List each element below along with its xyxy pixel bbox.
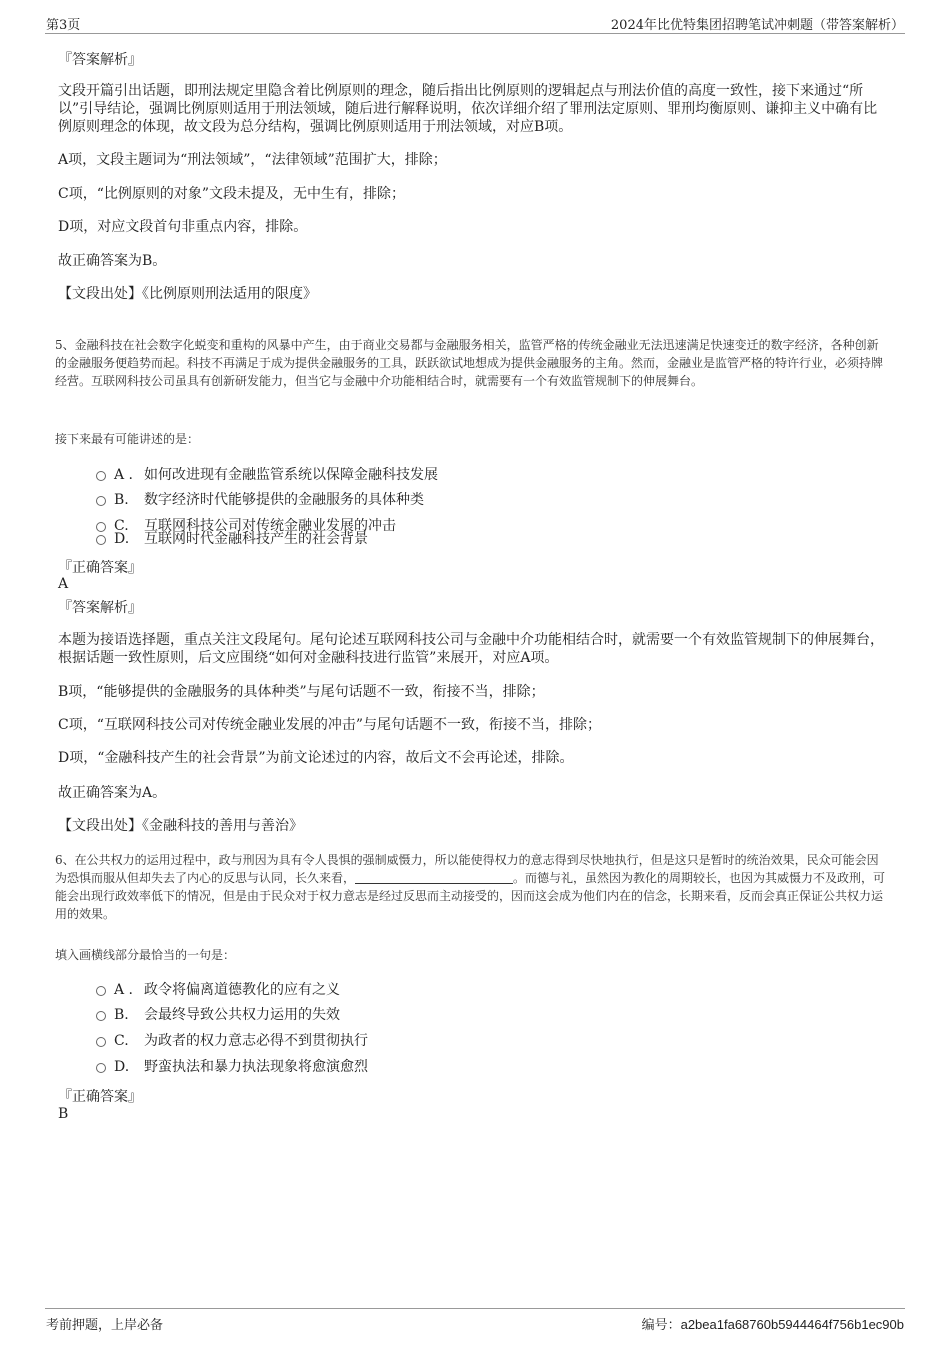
radio-icon[interactable] <box>96 1063 106 1073</box>
option-text: 野蛮执法和暴力执法现象将愈演愈烈 <box>144 1059 368 1075</box>
q6-prompt: 填入画横线部分最恰当的一句是： <box>55 948 236 962</box>
q5-stem: 5、金融科技在社会数字化蜕变和重构的风暴中产生，由于商业交易都与金融服务相关，监管严格的传统金融业无法迅速满足快速变迁的数字经济，各种创新的金融服务便趋势而起。科技不再满足于成为提供金融服务的工具，跃跃欲试地想成为提供金融服务的主角。然而，金融业是监管严格的特许行业，必须持牌经营。互联网科技公司虽具有创新研发能力，但当它与金融中介功能相结合时，就需要有一个有效监管规制下的伸展舞台。 <box>55 338 884 388</box>
radio-icon[interactable] <box>96 1011 106 1021</box>
option-letter: C. <box>114 518 129 534</box>
option-letter: A . <box>114 467 134 483</box>
option-text: 互联网时代金融科技产生的社会背景 <box>144 531 368 547</box>
fill-blank <box>355 871 513 884</box>
q4-conclusion: 故正确答案为B。 <box>58 253 167 269</box>
q6-answer-label: 『正确答案』 <box>58 1089 142 1105</box>
q6-option-c[interactable] <box>96 1032 368 1050</box>
footer-code <box>642 1314 904 1333</box>
q5-option-d[interactable] <box>96 530 368 548</box>
q4-analysis-option-a: A项，文段主题词为“刑法领域”，“法律领域”范围扩大，排除； <box>58 152 447 168</box>
q5-option-a[interactable] <box>96 466 438 484</box>
q4-source: 【文段出处】《比例原则刑法适用的限度》 <box>58 286 317 302</box>
footer-divider <box>45 1308 905 1309</box>
radio-icon[interactable] <box>96 535 106 545</box>
option-text: 政令将偏离道德教化的应有之义 <box>144 982 340 998</box>
page-number: 第3页 <box>46 18 81 33</box>
q5-analysis-option-d: D项，“金融科技产生的社会背景”为前文论述过的内容，故后文不会再论述，排除。 <box>58 750 574 766</box>
q5-answer: A <box>58 576 69 592</box>
q4-analysis-option-d: D项，对应文段首句非重点内容，排除。 <box>58 219 308 235</box>
footer-code-value: a2bea1fa68760b5944464f756b1ec90b <box>680 1317 904 1332</box>
q5-source: 【文段出处】《金融科技的善用与善治》 <box>58 818 303 834</box>
q5-analysis-paragraph: 本题为接语选择题，重点关注文段尾句。尾句论述互联网科技公司与金融中介功能相结合时，就需要一个有效监管规制下的伸展舞台，根据话题一致性原则，后文应围绕“如何对金融科技进行监管”来展开，对应A项。 <box>58 632 884 666</box>
option-letter: A . <box>114 982 134 998</box>
radio-icon[interactable] <box>96 471 106 481</box>
option-text: 如何改进现有金融监管系统以保障金融科技发展 <box>144 467 438 483</box>
q5-analysis-option-c: C项，“互联网科技公司对传统金融业发展的冲击”与尾句话题不一致，衔接不当，排除； <box>58 717 602 733</box>
q4-analysis-option-c: C项，“比例原则的对象”文段未提及，无中生有，排除； <box>58 186 406 202</box>
option-letter: C. <box>114 1033 129 1049</box>
q4-analysis-paragraph: 文段开篇引出话题，即刑法规定里隐含着比例原则的理念，随后指出比例原则的逻辑起点与刑法价值的高度一致性，接下来通过“所以”引导结论，强调比例原则适用于刑法领域，随后进行解释说明，依次详细介绍了罪刑法定原则、罪刑均衡原则、谦抑主义中确有比例原则理念的体现，故文段为总分结构，强调比例原则适用于刑法领域，对应B项。 <box>58 83 878 135</box>
footer-code-label: 编号： <box>641 1318 681 1333</box>
option-letter: D. <box>114 1059 130 1075</box>
option-text: 数字经济时代能够提供的金融服务的具体种类 <box>144 492 424 508</box>
option-text: 会最终导致公共权力运用的失效 <box>144 1007 340 1023</box>
q5-answer-label: 『正确答案』 <box>58 560 142 576</box>
option-letter: B. <box>114 1007 129 1023</box>
q6-option-b[interactable] <box>96 1006 340 1024</box>
option-text: 互联网科技公司对传统金融业发展的冲击 <box>144 518 396 534</box>
radio-icon[interactable] <box>96 496 106 506</box>
q6-stem <box>55 851 890 923</box>
q5-option-b[interactable] <box>96 491 424 509</box>
q5-conclusion: 故正确答案为A。 <box>58 785 167 801</box>
option-text: 为政者的权力意志必得不到贯彻执行 <box>144 1033 368 1049</box>
q5-analysis-label: 『答案解析』 <box>58 600 142 616</box>
footer-slogan: 考前押题，上岸必备 <box>46 1318 164 1333</box>
q5-analysis-option-b: B项，“能够提供的金融服务的具体种类”与尾句话题不一致，衔接不当，排除； <box>58 684 545 700</box>
option-letter: D. <box>114 531 130 547</box>
q6-option-a[interactable] <box>96 981 340 999</box>
q4-analysis-label: 『答案解析』 <box>58 52 142 68</box>
q5-prompt: 接下来最有可能讲述的是： <box>55 432 200 446</box>
radio-icon[interactable] <box>96 986 106 996</box>
document-title: 2024年比优特集团招聘笔试冲刺题（带答案解析） <box>610 18 904 33</box>
option-letter: B. <box>114 492 129 508</box>
q6-stem-before: 6、在公共权力的运用过程中，政与刑因为具有令人畏惧的强制威慑力，所以能使得权力的意志得到尽快地执行，但是这只是暂时的统治效果，民众可能会因为恐惧而服从但却失去了内心的反思与认同，长久来看， <box>55 853 879 885</box>
header-divider <box>45 33 905 34</box>
q6-stem-after: 。而德与礼，虽然因为教化的周期较长，也因为其威慑力不及政刑，可能会出现行政效率低下的情况，但是由于民众对于权力意志是经过反思而主动接受的，因而这会成为他们内在的信念，长期来看，反而会真正保证公共权力运用的效果。 <box>55 871 886 921</box>
radio-icon[interactable] <box>96 1037 106 1047</box>
q6-option-d[interactable] <box>96 1058 368 1076</box>
q6-answer: B <box>58 1106 69 1122</box>
